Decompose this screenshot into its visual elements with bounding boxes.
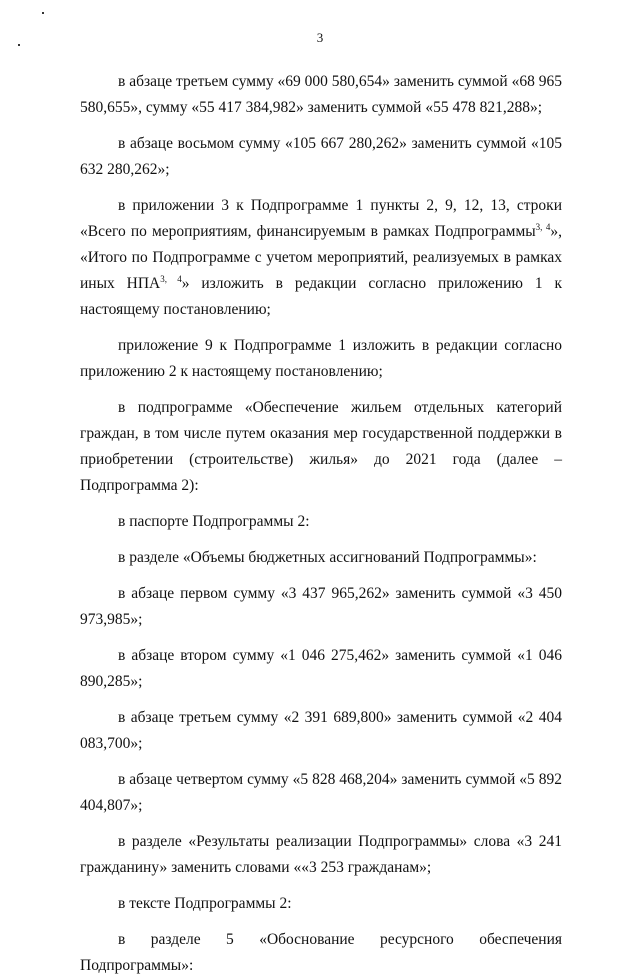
paragraph [80,131,562,183]
paragraph-text: в абзаце первом сумму «3 437 965,262» заменить суммой «3 450 973,985»; [80,585,562,628]
paragraph-text: в абзаце третьем сумму «69 000 580,654» заменить суммой «68 965 580,655», сумму «55 417 384,982» заменить суммой «55 478 821,288»; [80,73,562,116]
paragraph [80,545,562,571]
paragraph [80,509,562,535]
footnote-ref: 3, 4 [160,274,182,284]
paragraph [80,767,562,819]
page-number: 3 [316,30,324,45]
paragraph-text: в тексте Подпрограммы 2: [118,895,292,912]
paragraph-text: в приложении 3 к Подпрограмме 1 пункты 2, 9, 12, 13, строки «Всего по мероприятиям, финансируемым в рамках Подпрограммы [80,197,562,240]
paragraph-text: », «Итого по Подпрограмме с учетом мероприятий, реализуемых в рамках иных НПА [80,223,562,292]
paragraph-text: в разделе 5 «Обоснование ресурсного обеспечения Подпрограммы»: [80,931,562,974]
paragraph-text: в разделе «Результаты реализации Подпрограммы» слова «3 241 гражданину» заменить словами ««3 253 гражданам»; [80,833,562,876]
paragraph-text: приложение 9 к Подпрограмме 1 изложить в редакции согласно приложению 2 к настоящему постановлению; [80,337,562,380]
paragraph-text: в абзаце восьмом сумму «105 667 280,262» заменить суммой «105 632 280,262»; [80,135,562,178]
paragraph-text: в абзаце третьем сумму «2 391 689,800» заменить суммой «2 404 083,700»; [80,709,562,752]
paragraph-text: в абзаце четвертом сумму «5 828 468,204» заменить суммой «5 892 404,807»; [80,771,562,814]
paragraph [80,395,562,499]
scan-mark [42,12,44,14]
paragraph-text: в абзаце втором сумму «1 046 275,462» заменить суммой «1 046 890,285»; [80,647,562,690]
paragraph-text: в разделе «Объемы бюджетных ассигнований Подпрограммы»: [118,549,537,566]
paragraph [80,193,562,323]
paragraph [80,581,562,633]
paragraph-text: в паспорте Подпрограммы 2: [118,513,310,530]
paragraph [80,643,562,695]
paragraph [80,333,562,385]
paragraph [80,927,562,979]
paragraph-text: » изложить в редакции согласно приложению 1 к настоящему постановлению; [80,275,562,318]
paragraph [80,891,562,917]
document-body [80,69,562,979]
paragraph [80,705,562,757]
footnote-ref: 3, 4 [535,222,551,232]
paragraph [80,69,562,121]
paragraph [80,829,562,881]
paragraph-text: в подпрограмме «Обеспечение жильем отдельных категорий граждан, в том числе путем оказания мер государственной поддержки в приобретении (строительстве) жилья» до 2021 года (далее – Подпрограмма 2): [80,399,562,494]
